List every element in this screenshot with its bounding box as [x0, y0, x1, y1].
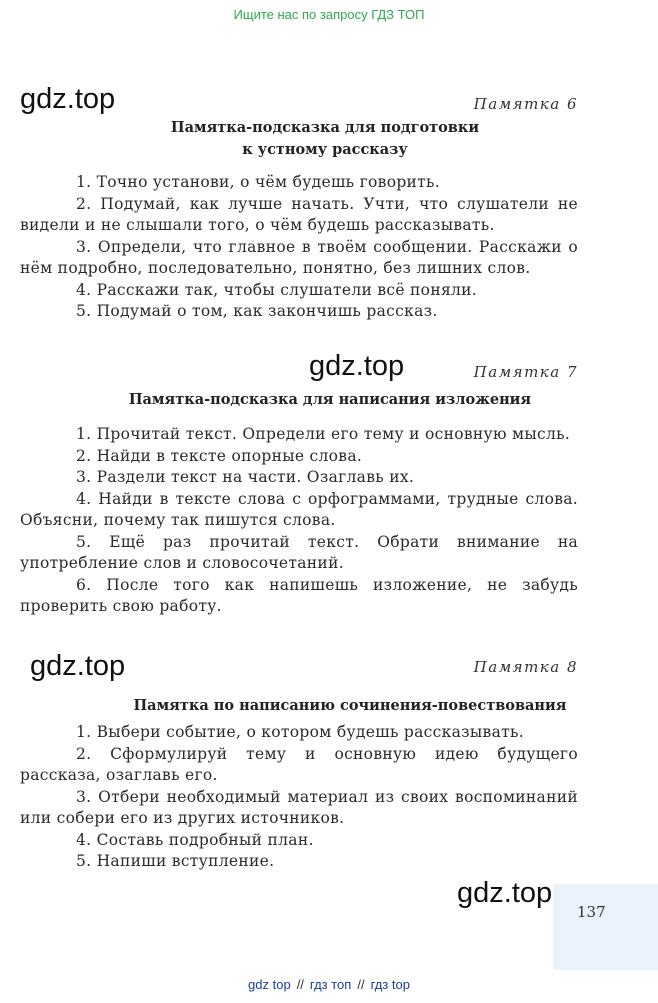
- watermark: gdz.top: [457, 877, 553, 909]
- top-banner[interactable]: Ищите нас по запросу ГДЗ ТОП: [233, 7, 425, 22]
- list-item: 1. Прочитай текст. Определи его тему и основную мысль.: [76, 425, 571, 443]
- list-item: 2. Сформулируй тему и основную идею будущего рассказа, озаглавь его.: [20, 744, 578, 784]
- watermark: gdz.top: [309, 350, 405, 382]
- list-item: 5. Ещё раз прочитай текст. Обрати внимание на употребление слов и словосочетаний.: [20, 532, 578, 572]
- memo-heading: [90, 695, 610, 717]
- list-item: 3. Раздели текст на части. Озаглавь их.: [76, 468, 415, 486]
- list-item: 1. Выбери событие, о котором будешь рассказывать.: [76, 723, 524, 741]
- bottom-link[interactable]: gdz top: [248, 977, 291, 992]
- list-item: 3. Отбери необходимый материал из своих воспоминаний или собери его из других источников.: [20, 787, 578, 827]
- list-item: 2. Подумай, как лучше начать. Учти, что слушатели не видели и не слышали того, о чём будешь рассказывать.: [20, 194, 578, 234]
- list-item: 4. Найди в тексте слова с орфограммами, трудные слова. Объясни, почему так пишутся слова.: [20, 489, 578, 529]
- list-item: 2. Найди в тексте опорные слова.: [76, 446, 363, 465]
- memo-heading-line: Памятка-подсказка для подготовки: [170, 119, 480, 136]
- memo-items: [20, 424, 578, 618]
- memo-heading: [60, 389, 600, 411]
- page-number-box: [553, 884, 658, 970]
- page-number: 137: [577, 903, 606, 921]
- watermark: gdz.top: [30, 650, 126, 682]
- memo-heading-line: к устному рассказу: [242, 141, 408, 158]
- link-separator: //: [357, 977, 365, 992]
- list-item: 5. Напиши вступление.: [76, 852, 275, 870]
- list-item: 6. После того как напишешь изложение, не забудь проверить свою работу.: [20, 575, 578, 615]
- memo-heading-line: Памятка-подсказка для написания изложения: [128, 391, 532, 408]
- watermark: gdz.top: [20, 83, 116, 115]
- memo-items: [20, 172, 578, 323]
- bottom-link[interactable]: гдз топ: [309, 977, 352, 992]
- link-separator: //: [296, 977, 304, 992]
- list-item: 3. Определи, что главное в твоём сообщении. Расскажи о нём подробно, последовательно, понятно, без лишних слов.: [20, 237, 578, 277]
- list-item: 4. Составь подробный план.: [76, 830, 314, 849]
- memo-label: Памятка 7: [473, 363, 578, 381]
- list-item: 1. Точно установи, о чём будешь говорить.: [76, 173, 441, 191]
- list-item: 5. Подумай о том, как закончишь рассказ.: [76, 302, 438, 320]
- list-item: 4. Расскажи так, чтобы слушатели всё поняли.: [76, 280, 478, 299]
- memo-heading-line: Памятка по написанию сочинения-повествования: [133, 697, 567, 714]
- memo-label: Памятка 8: [473, 658, 578, 676]
- bottom-link[interactable]: гдз top: [370, 977, 410, 992]
- memo-heading: [100, 117, 550, 161]
- memo-items: [20, 722, 578, 873]
- bottom-links: [0, 977, 658, 992]
- memo-label: Памятка 6: [473, 95, 578, 113]
